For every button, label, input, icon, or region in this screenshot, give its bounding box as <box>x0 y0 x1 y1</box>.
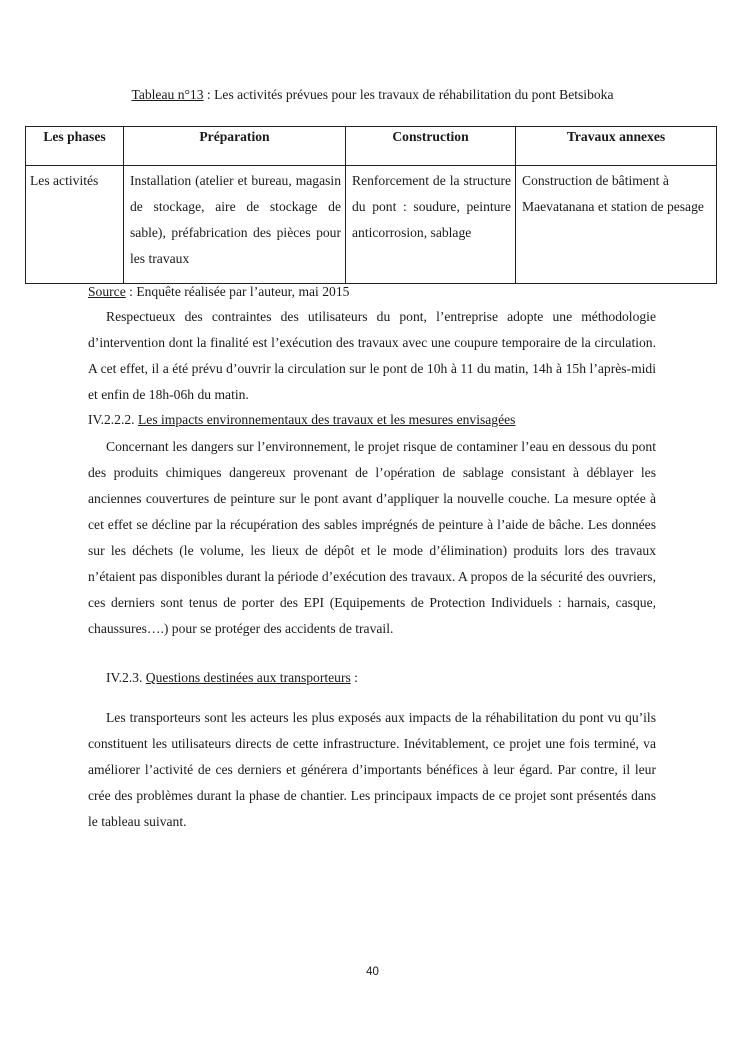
header-preparation: Préparation <box>124 127 346 166</box>
table-caption-text: : Les activités prévues pour les travaux de réhabilitation du pont Betsiboka <box>203 87 614 102</box>
table-caption <box>0 87 745 103</box>
paragraph-1: Respectueux des contraintes des utilisateurs du pont, l’entreprise adopte une méthodologie d’intervention dont la finalité est l’exécution des travaux avec une coupure temporaire de la circulation. A cet effet, il a été prévu d’ouvrir la circulation sur le pont de 10h à 11 du matin, 14h à 15h l’après-midi et enfin de 18h-06h du matin. <box>88 309 656 402</box>
table-row <box>26 166 717 284</box>
table-source <box>88 284 349 300</box>
section-heading-transporteurs <box>106 670 358 686</box>
section-2-title: Questions destinées aux transporteurs <box>145 670 351 685</box>
paragraph-environment <box>88 434 656 642</box>
row-label-activites: Les activités <box>26 166 124 284</box>
source-text: : Enquête réalisée par l’auteur, mai 2015 <box>125 284 350 299</box>
header-phases: Les phases <box>26 127 124 166</box>
section-2-suffix: : <box>350 670 358 685</box>
activities-table <box>25 126 717 284</box>
paragraph-transporteurs <box>88 705 656 835</box>
table-caption-label: Tableau n°13 <box>131 87 204 102</box>
section-1-title: Les impacts environnementaux des travaux et les mesures envisagées <box>137 412 516 427</box>
page-number: 40 <box>366 966 379 978</box>
section-2-number: IV.2.3. <box>106 670 146 685</box>
paragraph-methodology <box>88 304 656 408</box>
cell-travaux-annexes: Construction de bâtiment à Maevatanana et station de pesage <box>516 166 717 284</box>
table-header-row <box>26 127 717 166</box>
header-travaux-annexes: Travaux annexes <box>516 127 717 166</box>
source-label: Source <box>88 284 126 299</box>
cell-construction: Renforcement de la structure du pont : soudure, peinture anticorrosion, sablage <box>346 166 516 284</box>
paragraph-3: Les transporteurs sont les acteurs les plus exposés aux impacts de la réhabilitation du pont vu qu’ils constituent les utilisateurs directs de cette infrastructure. Inévitablement, ce projet une fois terminé, va améliorer l’activité de ces derniers et générera d’importants bénéfices à leur égard. Par contre, il leur crée des problèmes durant la phase de chantier. Les principaux impacts de ce projet sont présentés dans le tableau suivant. <box>88 710 656 829</box>
cell-preparation: Installation (atelier et bureau, magasin de stockage, aire de stockage de sable), préfabrication des pièces pour les travaux <box>124 166 346 284</box>
header-construction: Construction <box>346 127 516 166</box>
section-heading-impacts <box>88 412 515 428</box>
section-1-number: IV.2.2.2. <box>88 412 138 427</box>
paragraph-2: Concernant les dangers sur l’environnement, le projet risque de contaminer l’eau en dessous du pont des produits chimiques dangereux provenant de l’opération de sablage consistant à déblayer les anciennes couvertures de peinture sur le pont avant d’appliquer la nouvelle couche. La mesure optée à cet effet se décline par la récupération des sables imprégnés de peinture à l’aide de bâche. Les données sur les déchets (le volume, les lieux de dépôt et le mode d’élimination) produits lors des travaux n’étaient pas disponibles durant la période d’exécution des travaux. A propos de la sécurité des ouvriers, ces derniers sont tenus de porter des EPI (Equipements de Protection Individuels : harnais, casque, chaussures….) pour se protéger des accidents de travail. <box>88 439 656 636</box>
